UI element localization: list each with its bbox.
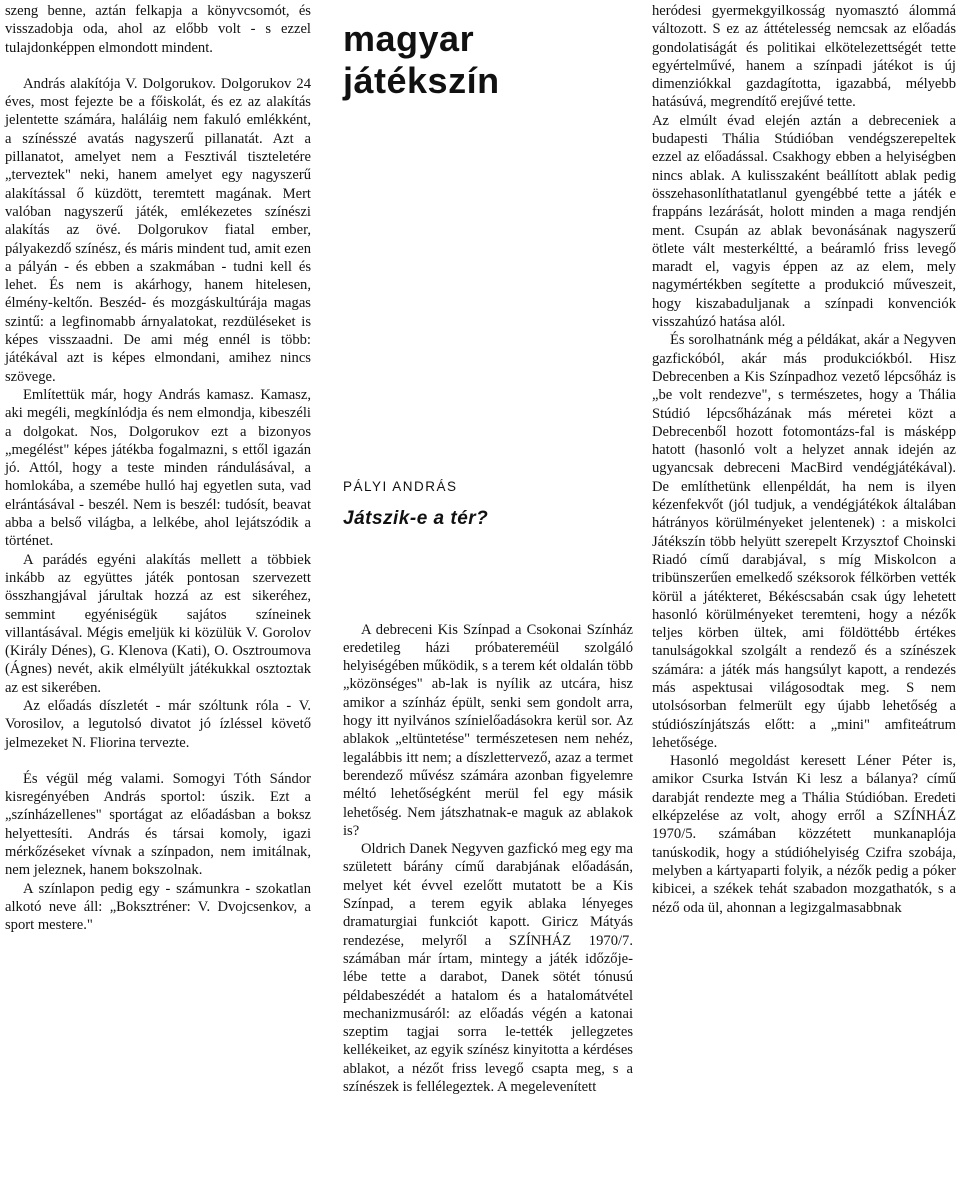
paragraph: Említettük már, hogy András kamasz. Kamasz, aki megéli, megkínlódja és nem elmondja, kibeszéli a dolgokat. Nos, Dolgorukov ezt a bizonyos „megélést" képes játékba fogalmazni, s ettől igazán jó. Attól, hogy a teste minden rándulásával, a homlokába, a szemébe hulló haj egyetlen suta, vad elrántásával - beszél. Nem is beszél: tudósít, beavat abba a belső világba, a lelkébe, ahol lejátszódik a történet. (5, 386, 311, 550)
paragraph: szeng benne, aztán felkapja a könyvcsomót, és visszadobja oda, ahol az előbb volt - s ezzel tulajdonképpen elmondott mindent. (5, 3, 311, 56)
middle-column (343, 0, 633, 1096)
right-column (652, 2, 956, 917)
paragraph: Hasonló megoldást keresett Léner Péter is, amikor Csurka István Ki lesz a bálanya? című darabját rendezte meg a Thália Stúdióban. Eredeti elképzelése az volt, ahogy erről a SZÍNHÁZ 1970/5. számában közzétett munkanaplója tanúskodik, hogy a stúdióhelyiség Czifra szobája, melyben a kártyaparti folyik, a nézők pedig a póker kibicei, a székek tehát szabadon mozgathatók, s a néző oda ül, ahonnan a legizgalmasabbnak (652, 753, 956, 916)
paragraph: A debreceni Kis Színpad a Csokonai Színház eredetileg házi próbatereméül szolgáló helyiségében működik, s a terem két oldalán több „közönséges" ab-lak is nyílik az utcára, hisz amikor a színház épült, senki sem gondolt arra, hogy itt nyilvános színielőadásokra kerül sor. Az ablakok „eltüntetése" természetesen nem nehéz, legalábbis itt nem; a díszlettervező, azaz a termet berendező művész számára azonban figyelemre méltó lehetőségként merül fel egy másik lehetőség. Nem játszhatnak-e maguk az ablakok is? (343, 621, 633, 839)
paragraph: heródesi gyermekgyilkosság nyomasztó álommá változott. S ez az áttételesség nemcsak az előadás gondolatiságát és politikai elkötelezettségét tette egyértelművé, hanem a színpadi játékot is új dimenziókkal gazdagította, igazabbá, mélyebb hatásúvá, megrendítő erejűvé tette. (652, 3, 956, 111)
paragraph: András alakítója V. Dolgorukov. Dolgorukov 24 éves, most fejezte be a főiskolát, és ez az alakítás jelentette számára, haláláig nem fakuló emlékként, a színésszé avatás nagyszerű pillanatát. Azt a pillanatot, amelyet nem a Fesztivál tiszteletére „terveztek" neki, hanem amelyet egy nagyszerű alakítással ő küzdött, teremtett magának. Mert valóban nagyszerű játék, emlékezetes színészi alakítás az övé. Dolgorukov fiatal ember, pályakezdő színész, és máris mindent tud, amit ezen a pályán - és ebben a szakmában - tudni kell és lehet. És nem is akárhogy, hanem hitelesen, élmény-keltőn. Beszéd- és mozgáskultúrája magas szintű: a legfinomabb árnyalatokat, rezdüléseket is képes visszaadni. De ami még ennél is több: játékával azt is képes elmondani, amihez nincs szövege. (5, 75, 311, 385)
paragraph: Oldrich Danek Negyven gazfickó meg egy ma született bárány című darabjának előadásán, melyet két évvel ezelőtt mutatott be a Kis Színpad, a terem egyik ablaka lényeges dramaturgiai funkciót kapott. Giricz Mátyás rendezése, melyről a SZÍNHÁZ 1970/7. számában már írtam, mintegy a játék időzője-lébe tette a darabot, Danek sötét tónusú példabeszédét a hatalom és a hatalomátvétel mechanizmusáról: az előadás végén a katonai szeptim tagjai sorra le-tették jellegzetes kellékeiket, az egyik színész kinyitotta a kérdéses ablakot, a nézőt friss levegő csapta meg, s a színészek is fellélegeztek. A megelevenített (343, 841, 633, 1096)
section-rubric (343, 18, 633, 102)
paragraph: A színlapon pedig egy - számunkra - szokatlan alkotó neve áll: „Boksztréner: V. Dvojcsenkov, a sport mestere." (5, 880, 311, 934)
rubric-line-1: magyar (343, 18, 475, 59)
paragraph-gap (5, 752, 311, 770)
article-title: Játszik-e a tér? (343, 508, 489, 530)
paragraph: És sorolhatnánk még a példákat, akár a Negyven gazfickóból, akár más produkciókból. Hisz Debrecenben a Kis Színpadhoz vezető lépcsőház is „be volt rendezve", s természetes, hogy a Thália Stúdió lépcsőházának más méretei közt a Debrecenből hozott fotomontázs-fal is másképp hatott (hasonló volt a helyzet annak idején az ugyancsak debreceni MacBird vendégjátékával). De említhetünk ellenpéldát, ha nem is ilyen kézenfekvőt (jól tudjuk, a vendégjátékok általában hátrányos körülményeket jelentenek) : a miskolci Játékszín több helyütt szerepelt Krzysztof Choinski Riadó című darabjával, s míg Miskolcon a tribünszerűen emelkedő széksorok félkörben vették körül a játékteret, Békéscsabán csak úgy lehetett hasonló körülményeket teremteni, hogy a nézők teljes körben ültek, ami földöttébb értékes tanulságokkal szolgált a rendező és a színészek számára: a játék más hangsúlyt kapott, a rendezés más aspektusai világosodtak meg. S nem utolsósorban felmerült egy újabb lehetőség a stúdiószínjátszás előtt: a „mini" amfiteátrum lehetősége. (652, 332, 956, 751)
article-body (343, 621, 633, 1097)
paragraph-gap (5, 57, 311, 75)
paragraph: A parádés egyéni alakítás mellett a többiek inkább az együttes játék pontosan szervezett összhangjával járultak hozzá az est sikeréhez, semmint egyéniségük sajátos színeinek villantásával. Mégis emeljük ki közülük V. Gorolov (Király Dénes), G. Klenova (Kati), O. Osztroumova (Ágnes) nevét, akik elmélyült játékukkal osztoztak az est sikerében. (5, 551, 311, 696)
paragraph: Az elmúlt évad elején aztán a debreceniek a budapesti Thália Stúdióban vendégszerepeltek ezzel az előadással. Csakhogy ebben a helyiségben nincs ablak. A kulisszaként beállított ablak pedig összehasonlíthatatlanul gyengébbé tette a játék e frappáns lezárását, holott minden a maga rendjén ment. Csupán az ablak bevonásának nagyszerű ötlete vált mesterkéltté, a beáramló friss levegő maradt el, vagyis éppen az az elem, mely nagymértékben segítette a produkció műveszeit, hogy kiszabaduljanak a színpadi konvenciók visszahúzó hatása alól. (652, 112, 956, 331)
rubric-line-2: játékszín (343, 60, 500, 101)
paragraph: Az előadás díszletét - már szóltunk róla - V. Vorosilov, a legutolsó divatot jó ízléssel követő jelmezeket N. Fliorina tervezte. (5, 697, 311, 751)
left-column (5, 2, 311, 935)
paragraph: És végül még valami. Somogyi Tóth Sándor kisregényében András sportol: úszik. Ezt a „színházellenes" sportágat az előadásban a boksz helyettesíti. András és társai komoly, igazi mérkőzéseket vívnak a színpadon, nem imitálnak, nem jeleznek, hanem bokszolnak. (5, 770, 311, 879)
article-author: PÁLYI ANDRÁS (343, 479, 458, 494)
